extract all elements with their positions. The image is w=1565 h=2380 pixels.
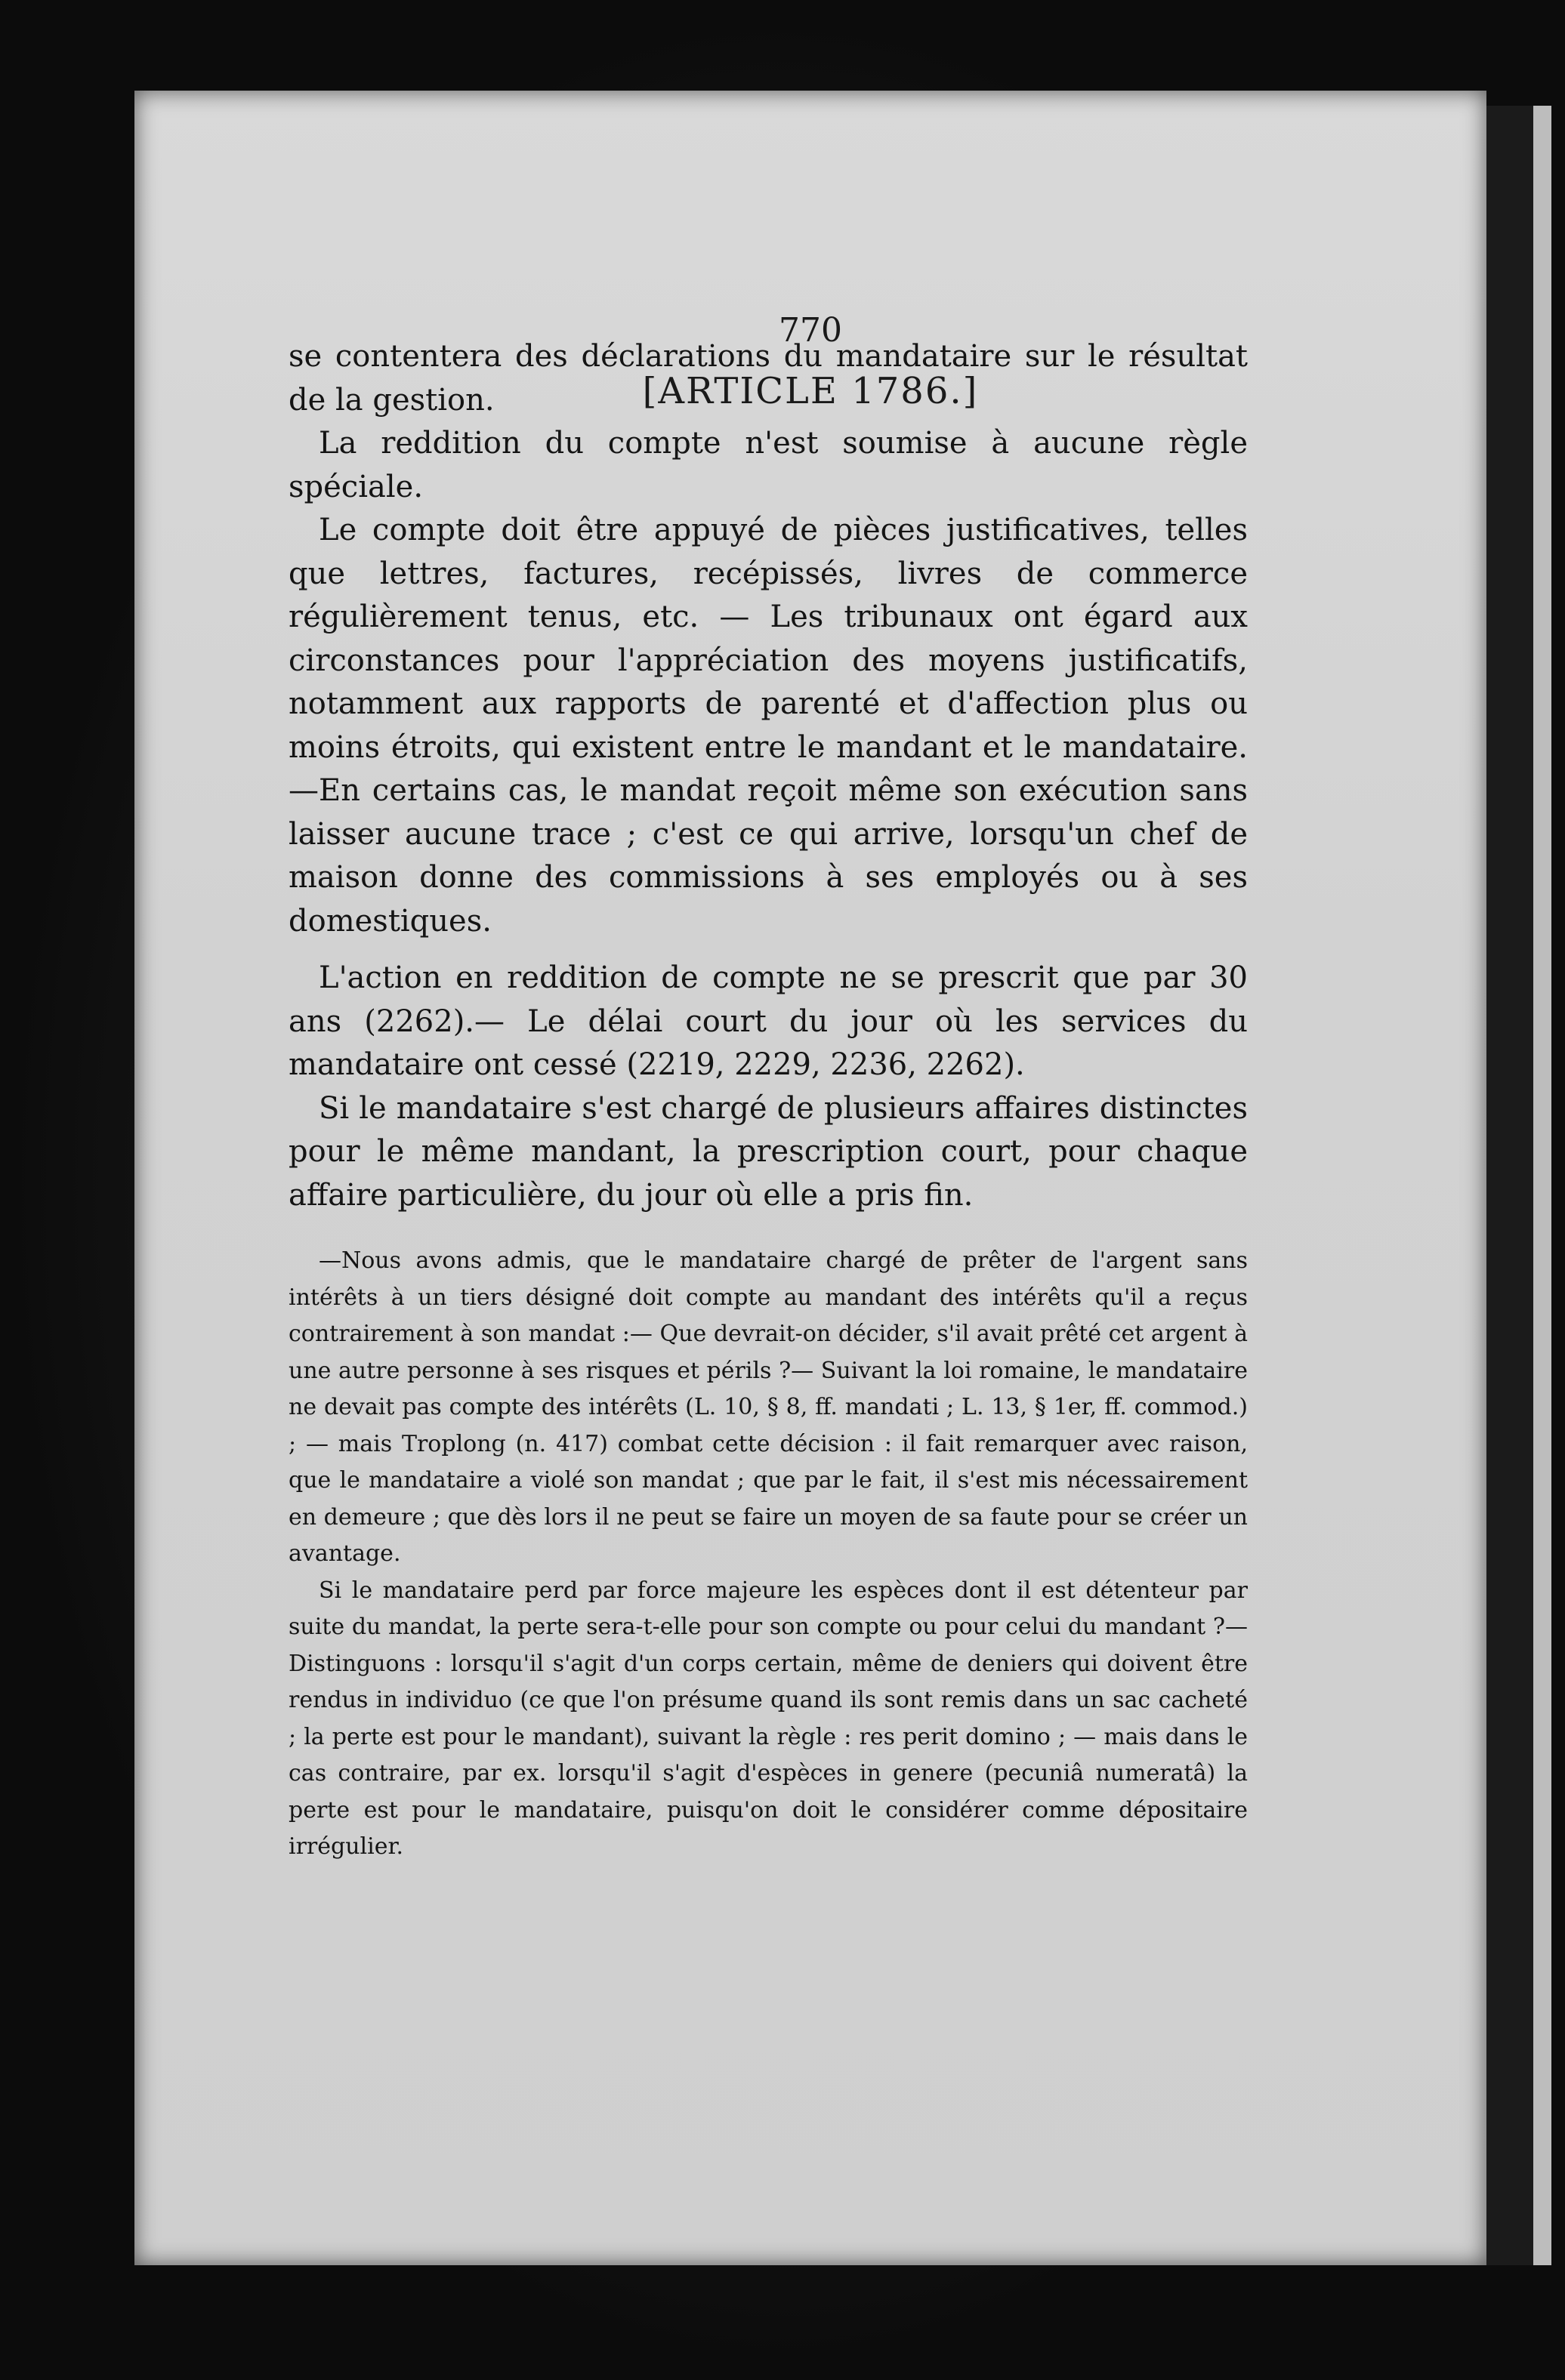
- scan-edge-dark: [1486, 106, 1533, 2265]
- paragraph-pieces-justificatives: Le compte doit être appuyé de pièces justificatives, telles que lettres, factures, recépissés, livres de commerce régulièrement tenus, etc. — Les tribunaux ont égard aux circonstances pour l'appréciation des moyens justificatifs, notamment aux rapports de parenté et d'affection plus ou moins étroits, qui existent entre le mandant et le mandataire.—En certains cas, le mandat reçoit même son exécution sans laisser aucune trace ; c'est ce qui arrive, lorsqu'un chef de maison donne des commissions à ses employés ou à ses domestiques.: [289, 513, 1248, 939]
- note-interets: —Nous avons admis, que le mandataire chargé de prêter de l'argent sans intérêts à un tiers désigné doit compte au mandant des intérêts qu'il a reçus contrairement à son mandat :— Que devrait-on décider, s'il avait prêté cet argent à une autre personne à ses risques et périls ?— Suivant la loi romaine, le mandataire ne devait pas compte des intérêts (L. 10, § 8, ff. mandati ; L. 13, § 1er, ff. commod.) ; — mais Troplong (n. 417) combat cette décision : il fait remarquer avec raison, que le mandataire a violé son mandat ; que par le fait, il s'est mis nécessairement en demeure ; que dès lors il ne peut se faire un moyen de sa faute pour se créer un avantage.: [289, 1247, 1248, 1567]
- page-body: [289, 335, 1248, 1866]
- paragraph-reddition: La reddition du compte n'est soumise à aucune règle spéciale.: [289, 426, 1248, 504]
- paragraph-prescription: L'action en reddition de compte ne se prescrit que par 30 ans (2262).— Le délai court du jour où les services du mandataire ont cessé (2219, 2229, 2236, 2262).: [289, 960, 1248, 1082]
- page-number: 770: [779, 311, 842, 350]
- paragraph-affaires-distinctes: Si le mandataire s'est chargé de plusieurs affaires distinctes pour le même mandant, la prescription court, pour chaque affaire particulière, du jour où elle a pris fin.: [289, 1090, 1248, 1213]
- scan-edge-light: [1533, 106, 1551, 2265]
- note-force-majeure: Si le mandataire perd par force majeure les espèces dont il est détenteur par suite du mandat, la perte sera-t-elle pour son compte ou pour celui du mandant ?— Distinguons : lorsqu'il s'agit d'un corps certain, même de deniers qui doivent être rendus in individuo (ce que l'on présume quand ils sont remis dans un sac cacheté ; la perte est pour le mandant), suivant la règle : res perit domino ; — mais dans le cas contraire, par ex. lorsqu'il s'agit d'espèces in genere (pecuniâ numeratâ) la perte est pour le mandataire, puisqu'on doit le considérer comme dépositaire irrégulier.: [289, 1577, 1248, 1860]
- paragraph-continuation: se contentera des déclarations du mandataire sur le résultat de la gestion.: [289, 339, 1248, 418]
- running-header: [ARTICLE 1786.]: [642, 370, 979, 412]
